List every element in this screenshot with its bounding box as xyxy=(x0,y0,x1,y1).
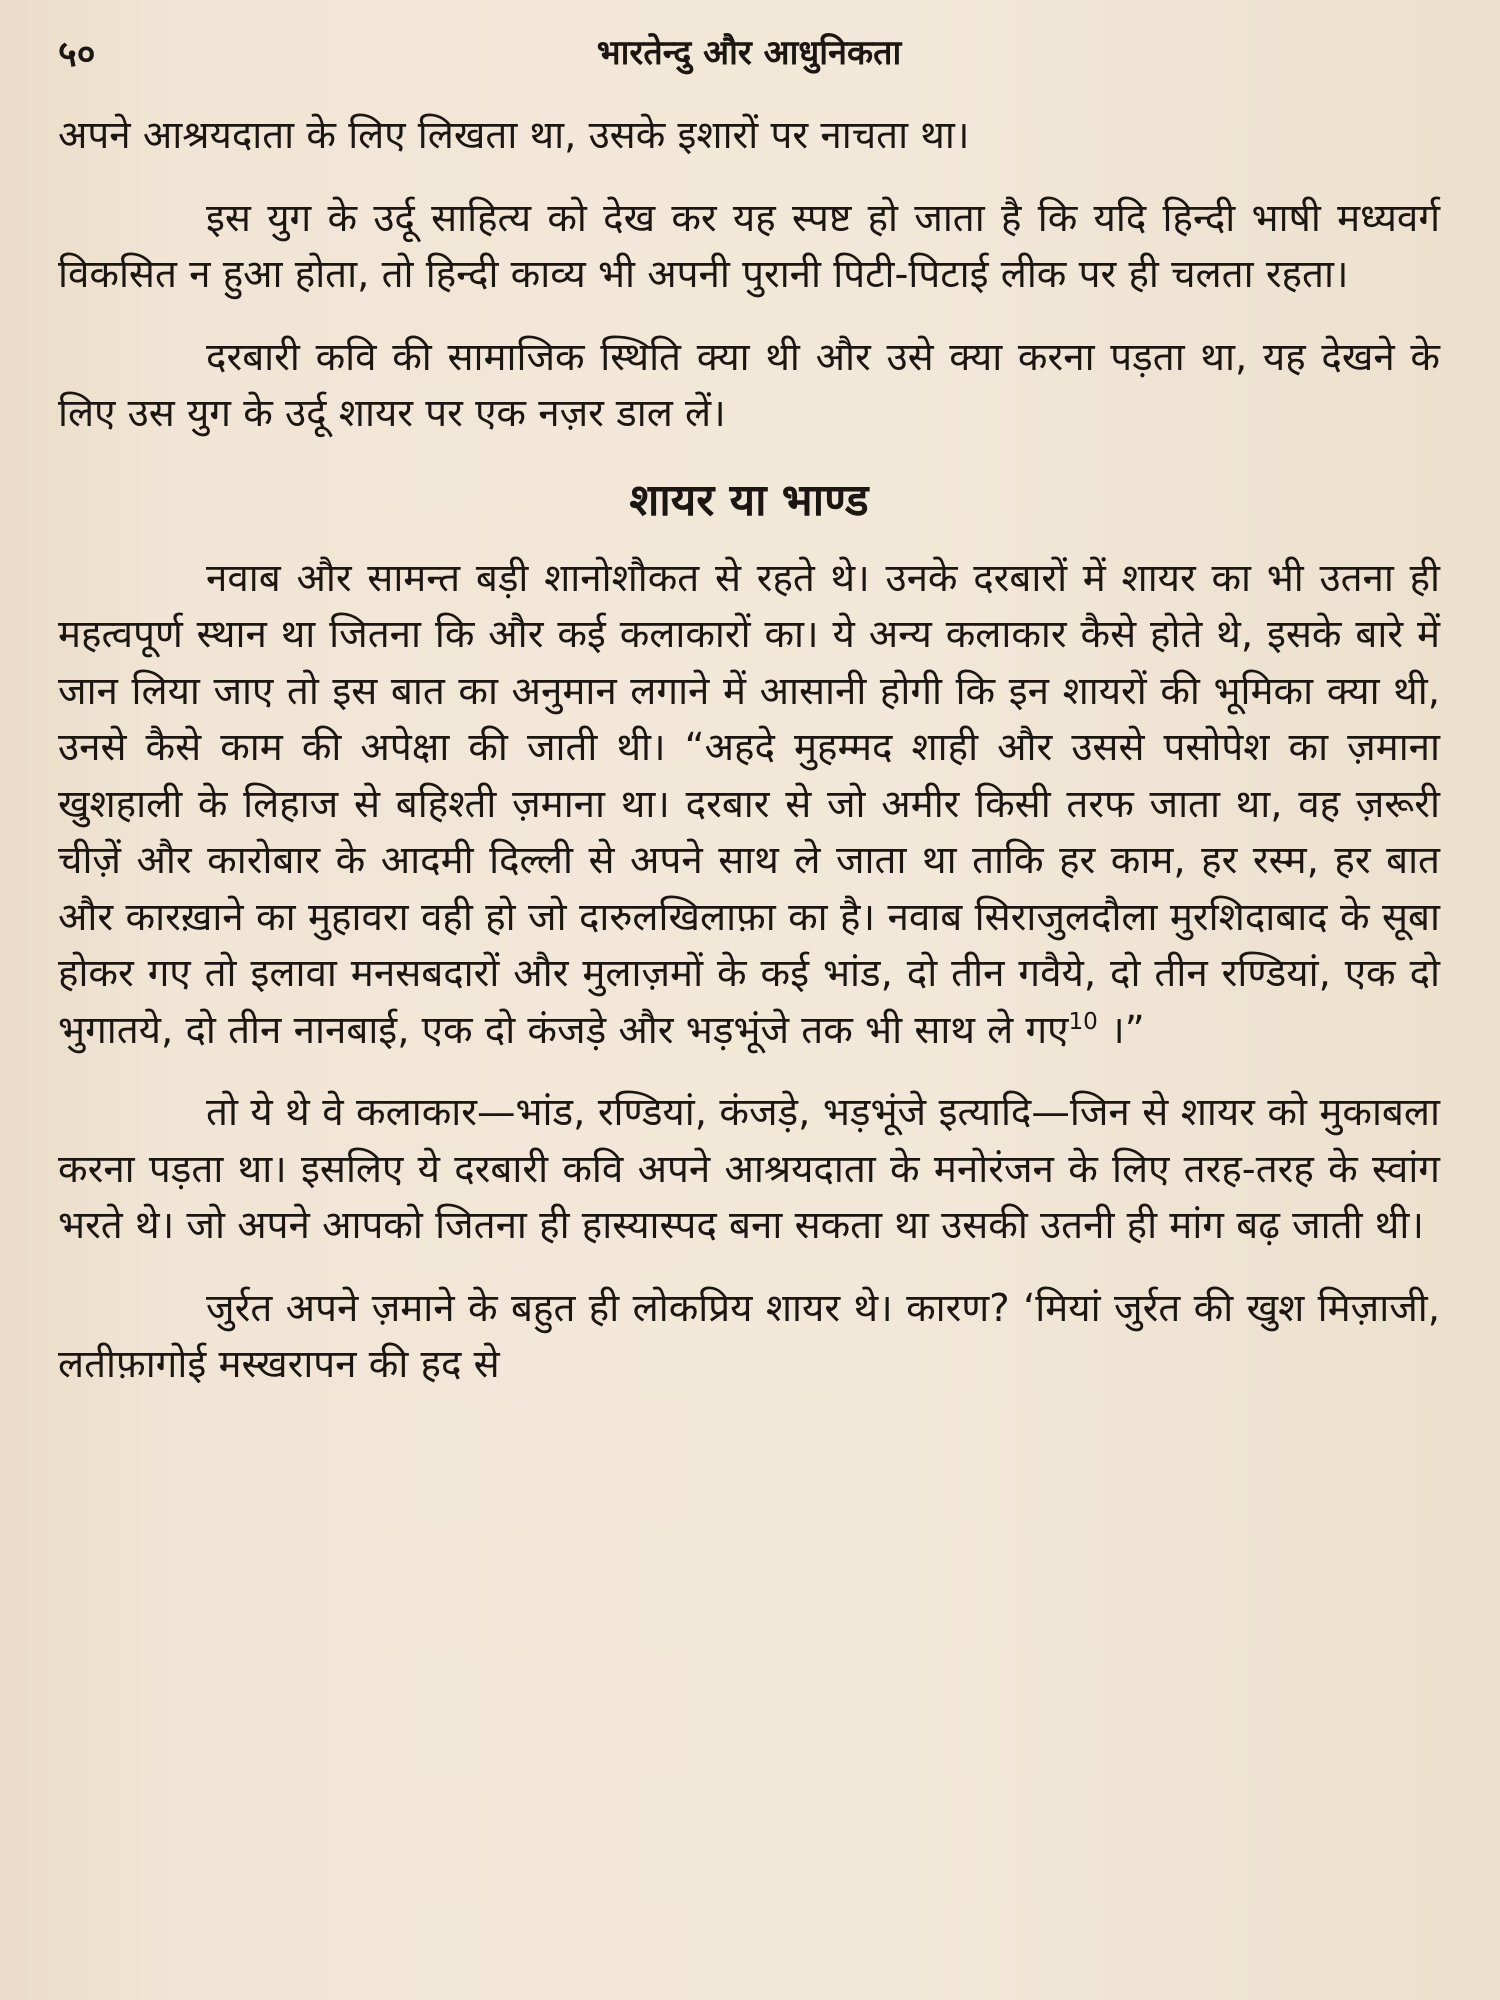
paragraph: तो ये थे वे कलाकार—भांड, रण्डियां, कंजड़े, भड़भूंजे इत्यादि—जिन से शायर को मुकाबला करना पड़ता था। इसलिए ये दरबारी कवि अपने आश्रयदाता के मनोरंजन के लिए तरह-तरह के स्वांग भरते थे। जो अपने आपको जितना ही हास्यास्पद बना सकता था उसकी उतनी ही मांग बढ़ जाती थी। xyxy=(58,1090,1440,1248)
running-title: भारतेन्दु और आधुनिकता xyxy=(596,33,902,73)
footnote-marker: 10 xyxy=(1068,1008,1098,1035)
paragraph-with-quote xyxy=(58,551,1440,1060)
quote-text: नवाब और सामन्त बड़ी शानोशौकत से रहते थे। उनके दरबारों में शायर का भी उतना ही महत्वपूर्ण स्थान था जितना कि और कई कलाकारों का। ये अन्य कलाकार कैसे होते थे, इसके बारे में जान लिया जाए तो इस बात का अनुमान लगाने में आसानी होगी कि इन शायरों की भूमिका क्या थी, उनसे कैसे काम की अपेक्षा की जाती थी। “अहदे मुहम्मद शाही और उससे पसोपेश का ज़माना खुशहाली के लिहाज से बहिश्ती ज़माना था। दरबार से जो अमीर किसी तरफ जाता था, वह ज़रूरी चीज़ें और कारोबार के आदमी दिल्ली से अपने साथ ले जाता था ताकि हर काम, हर रस्म, हर बात और कारख़ाने का मुहावरा वही हो जो दारुलखिलाफ़ा का है। नवाब सिराजुलदौला मुरशिदाबाद के सूबा होकर गए तो इलावा मनसबदारों और मुलाज़मों के कई भांड, दो तीन गवैये, दो तीन रण्डियां, एक दो भुगातये, दो तीन नानबाई, एक दो कंजड़े और भड़भूंजे तक भी साथ ले गए xyxy=(58,555,1440,1053)
paragraph-continuation: अपने आश्रयदाता के लिए लिखता था, उसके इशारों पर नाचता था। xyxy=(58,113,970,158)
paragraph: जुर्रत अपने ज़माने के बहुत ही लोकप्रिय शायर थे। कारण? ‘मियां जुर्रत की खुश मिज़ाजी, लतीफ़ागोई मस्खरापन की हद से xyxy=(58,1285,1440,1387)
paragraph: दरबारी कवि की सामाजिक स्थिति क्या थी और उसे क्या करना पड़ता था, यह देखने के लिए उस युग के उर्दू शायर पर एक नज़र डाल लें। xyxy=(58,334,1440,436)
paragraph: इस युग के उर्दू साहित्य को देख कर यह स्पष्ट हो जाता है कि यदि हिन्दी भाषी मध्यवर्ग विकसित न हुआ होता, तो हिन्दी काव्य भी अपनी पुरानी पिटी-पिटाई लीक पर ही चलता रहता। xyxy=(58,195,1440,297)
page-number: ५० xyxy=(58,34,96,75)
section-heading: शायर या भाण्ड xyxy=(629,474,869,526)
page-header xyxy=(58,22,1440,82)
quote-closing: ।” xyxy=(1097,1007,1145,1053)
body-text xyxy=(58,108,1440,1418)
